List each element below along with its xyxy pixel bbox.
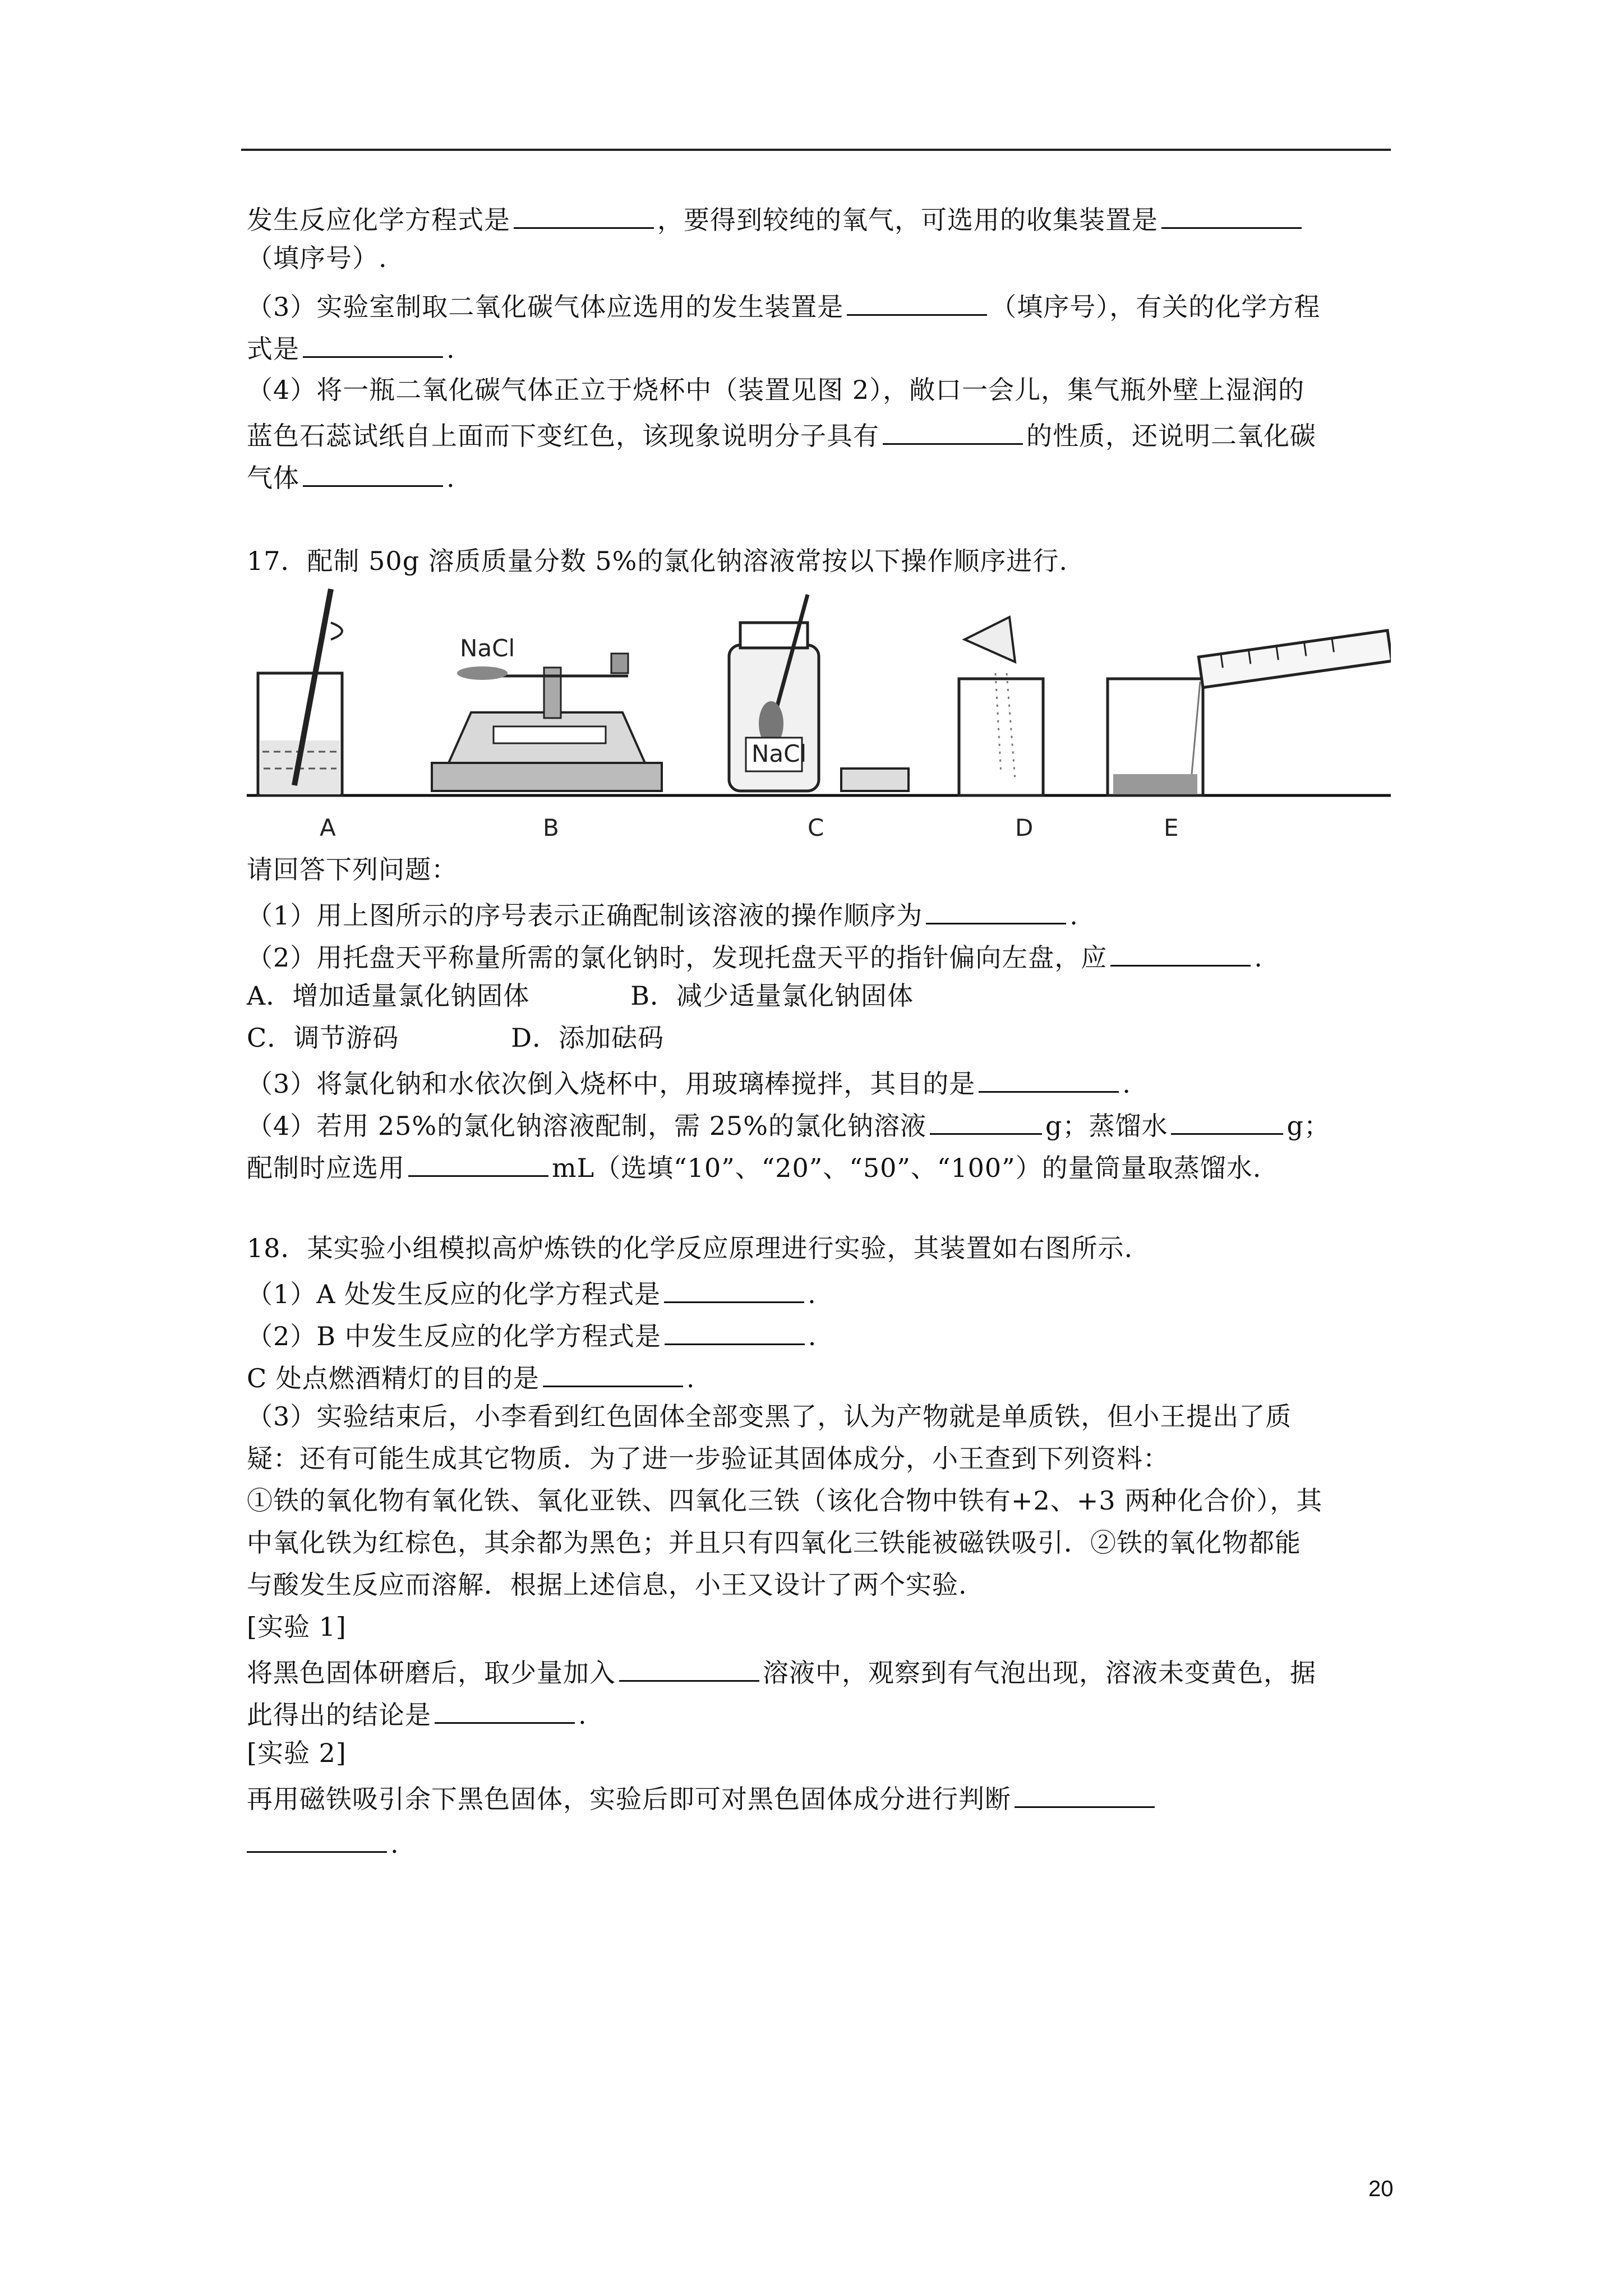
text: g；蒸馏水 bbox=[1045, 1111, 1168, 1141]
figure-label-b: B bbox=[543, 814, 559, 841]
answer-blank[interactable] bbox=[847, 286, 987, 316]
answer-blank[interactable] bbox=[664, 1273, 804, 1303]
text: . bbox=[1122, 1069, 1131, 1099]
text: （3）将氯化钠和水依次倒入烧杯中，用玻璃棒搅拌，其目的是 bbox=[247, 1069, 976, 1099]
text: . bbox=[446, 334, 455, 364]
answer-blank[interactable] bbox=[1161, 199, 1302, 229]
text: . bbox=[686, 1363, 695, 1393]
q17-sub-5 bbox=[247, 1147, 1261, 1185]
option-a: A．增加适量氯化钠固体 bbox=[247, 981, 530, 1011]
q16-line-6 bbox=[247, 415, 1316, 453]
q18-sub-2 bbox=[247, 1315, 817, 1353]
text: （4）若用 25%的氯化钠溶液配制，需 25%的氯化钠溶液 bbox=[247, 1111, 926, 1141]
answer-blank[interactable] bbox=[1171, 1105, 1283, 1135]
text: . bbox=[1254, 942, 1263, 973]
q18-experiment-1-heading: [实验 1] bbox=[247, 1612, 347, 1642]
page-number: 20 bbox=[1368, 2177, 1394, 2201]
text: 溶液中，观察到有气泡出现，溶液未变黄色，据 bbox=[763, 1658, 1316, 1688]
text: . bbox=[808, 1279, 817, 1309]
option-b: B．减少适量氯化钠固体 bbox=[630, 981, 914, 1011]
option-c: C．调节游码 bbox=[247, 1023, 399, 1053]
q16-line-5 bbox=[247, 373, 1304, 407]
q16-line-2 bbox=[247, 241, 388, 275]
text: . bbox=[578, 1700, 587, 1730]
figure-label-e: E bbox=[1164, 814, 1179, 841]
q18-experiment-2-line-2 bbox=[247, 1823, 399, 1861]
answer-blank[interactable] bbox=[665, 1315, 805, 1345]
text: 此得出的结论是 bbox=[247, 1700, 431, 1730]
answer-blank[interactable] bbox=[619, 1652, 759, 1682]
text: . bbox=[808, 1321, 817, 1351]
text: . bbox=[1069, 900, 1078, 931]
answer-blank[interactable] bbox=[247, 1823, 387, 1853]
answer-blank[interactable] bbox=[303, 328, 443, 358]
text: . bbox=[446, 463, 455, 493]
text: 蓝色石蕊试纸自上面而下变红色，该现象说明分子具有 bbox=[247, 421, 879, 451]
text: （2）B 中发生反应的化学方程式是 bbox=[247, 1321, 661, 1351]
q18-experiment-1-line-2 bbox=[247, 1694, 587, 1732]
text: （3）实验室制取二氧化碳气体应选用的发生装置是 bbox=[247, 292, 844, 322]
answer-blank[interactable] bbox=[435, 1694, 575, 1724]
beaker-with-rod-icon bbox=[258, 589, 342, 795]
bottle-label: NaCl bbox=[751, 740, 807, 767]
q17-stem: 17．配制 50g 溶质质量分数 5%的氯化钠溶液常按以下操作顺序进行. bbox=[247, 546, 1068, 576]
answer-blank[interactable] bbox=[1015, 1778, 1155, 1808]
text: C 处点燃酒精灯的目的是 bbox=[247, 1363, 540, 1393]
q17-prompt: 请回答下列问题： bbox=[247, 854, 458, 885]
q18-sub-3-line-1: （3）实验结束后，小李看到红色固体全部变黑了，认为产物就是单质铁，但小王提出了质 bbox=[247, 1401, 1292, 1432]
q18-sub-2c bbox=[247, 1358, 695, 1395]
q16-line-7 bbox=[247, 457, 455, 495]
q18-sub-3-line-5: 与酸发生反应而溶解．根据上述信息，小王又设计了两个实验. bbox=[247, 1570, 967, 1600]
q16-line-1 bbox=[247, 199, 1305, 237]
reagent-label: NaCl bbox=[460, 634, 515, 662]
text: （2）用托盘天平称量所需的氯化钠时，发现托盘天平的指针偏向左盘，应 bbox=[247, 942, 1108, 973]
q16-line-3 bbox=[247, 286, 1320, 324]
q17-options-ab bbox=[247, 979, 914, 1013]
beaker-with-cylinder-icon bbox=[1108, 631, 1391, 795]
q18-stem: 18．某实验小组模拟高炉炼铁的化学反应原理进行实验，其装置如右图所示. bbox=[247, 1233, 1133, 1263]
reagent-bottle-icon bbox=[729, 595, 909, 791]
answer-blank[interactable] bbox=[408, 1147, 548, 1177]
answer-blank[interactable] bbox=[543, 1358, 683, 1387]
q17-sub-2 bbox=[247, 937, 1263, 974]
text: 式是 bbox=[247, 334, 299, 364]
beaker-with-paper-icon bbox=[959, 617, 1043, 795]
header-rule bbox=[241, 149, 1391, 151]
q18-sub-3-line-2: 疑：还有可能生成其它物质．为了进一步验证其固体成分，小王查到下列资料： bbox=[247, 1443, 1169, 1474]
q18-experiment-1-line-1 bbox=[247, 1652, 1316, 1690]
text: ，要得到较纯的氧气，可选用的收集装置是 bbox=[657, 205, 1158, 235]
text: 的性质，还说明二氧化碳 bbox=[1026, 421, 1316, 451]
q18-sub-3-line-4: 中氧化铁为红棕色，其余都为黑色；并且只有四氧化三铁能被磁铁吸引．②铁的氧化物都能 bbox=[247, 1527, 1301, 1558]
text: . bbox=[390, 1829, 399, 1859]
q17-sub-4 bbox=[247, 1105, 1330, 1143]
q18-experiment-2-heading: [实验 2] bbox=[247, 1738, 347, 1768]
figure-label-c: C bbox=[808, 814, 824, 841]
answer-blank[interactable] bbox=[979, 1063, 1119, 1093]
q18-sub-1 bbox=[247, 1273, 817, 1311]
text: （1）用上图所示的序号表示正确配制该溶液的操作顺序为 bbox=[247, 900, 923, 931]
answer-blank[interactable] bbox=[1110, 937, 1251, 967]
text: 气体 bbox=[247, 463, 299, 493]
text: mL（选填“10”、“20”、“50”、“100”）的量筒量取蒸馏水. bbox=[552, 1153, 1262, 1183]
text: 再用磁铁吸引余下黑色固体，实验后即可对黑色固体成分进行判断 bbox=[247, 1784, 1011, 1814]
answer-blank[interactable] bbox=[514, 199, 654, 229]
figure-label-a: A bbox=[320, 814, 336, 841]
option-d: D．添加砝码 bbox=[511, 1023, 665, 1053]
answer-blank[interactable] bbox=[303, 457, 443, 487]
answer-blank[interactable] bbox=[930, 1105, 1042, 1135]
q17-options-cd bbox=[247, 1021, 664, 1055]
q18-experiment-2-line-1 bbox=[247, 1778, 1158, 1816]
q17-sub-1 bbox=[247, 895, 1078, 932]
text: （填序号），有关的化学方程 bbox=[990, 292, 1321, 322]
text: （4）将一瓶二氧化碳气体正立于烧杯中（装置见图 2），敞口一会儿，集气瓶外壁上湿润的 bbox=[247, 375, 1305, 405]
text: 将黑色固体研磨后，取少量加入 bbox=[247, 1658, 616, 1688]
answer-blank[interactable] bbox=[926, 895, 1066, 924]
answer-blank[interactable] bbox=[883, 415, 1023, 445]
text: （填序号）. bbox=[247, 243, 388, 273]
q17-apparatus-figure bbox=[247, 583, 1391, 847]
text: 配制时应选用 bbox=[247, 1153, 405, 1183]
q16-line-4 bbox=[247, 328, 455, 366]
figure-label-d: D bbox=[1015, 814, 1034, 841]
q18-sub-3-line-3: ①铁的氧化物有氧化铁、氧化亚铁、四氧化三铁（该化合物中铁有+2、+3 两种化合价），其 bbox=[247, 1485, 1323, 1516]
q17-sub-3 bbox=[247, 1063, 1131, 1101]
balance-icon bbox=[432, 634, 662, 791]
text: 发生反应化学方程式是 bbox=[247, 205, 510, 235]
text: g； bbox=[1287, 1111, 1330, 1141]
text: （1）A 处发生反应的化学方程式是 bbox=[247, 1279, 661, 1309]
